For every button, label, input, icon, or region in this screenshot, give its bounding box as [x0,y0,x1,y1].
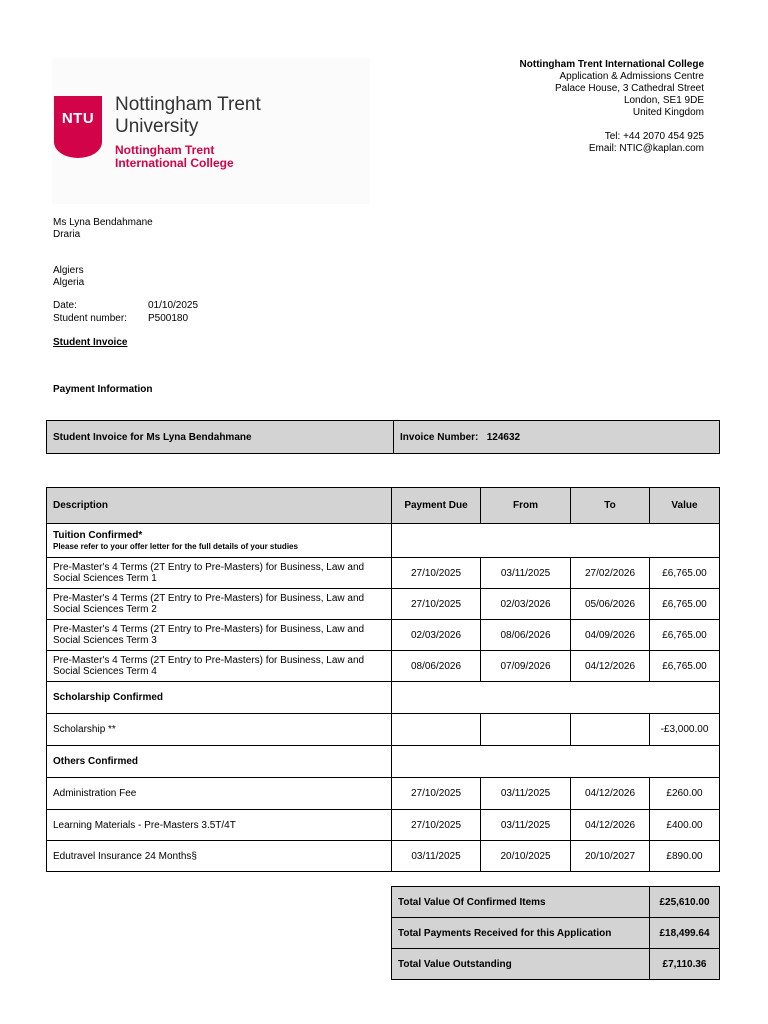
total-received-label: Total Payments Received for this Application [392,918,650,949]
section-tuition [47,524,392,558]
date-label: Date: [53,300,77,311]
col-description: Description [47,488,392,524]
row-from: 03/11/2025 [481,558,571,589]
row-to: 04/12/2026 [571,651,650,682]
section-spacer [392,524,720,558]
total-received-value: £18,499.64 [650,918,720,949]
sender-tel: Tel: +44 2070 454 925 [604,131,704,142]
row-due: 08/06/2026 [392,651,481,682]
row-from: 07/09/2026 [481,651,571,682]
col-value: Value [650,488,720,524]
sender-address [520,59,704,155]
sender-line: United Kingdom [632,107,704,118]
row-desc: Administration Fee [47,778,392,810]
table-row [47,651,720,682]
payment-heading: Payment Information [53,384,153,395]
col-from: From [481,488,571,524]
row-to: 04/12/2026 [571,810,650,841]
row-value: £890.00 [650,841,720,872]
student-number-value: P500180 [148,313,189,324]
row-value: £6,765.00 [650,589,720,620]
total-outstanding-value: £7,110.36 [650,949,720,980]
table-row [47,714,720,746]
recipient-country: Algeria [53,277,85,288]
row-desc: Learning Materials - Pre-Masters 3.5T/4T [47,810,392,841]
row-to: 20/10/2027 [571,841,650,872]
row-from: 08/06/2026 [481,620,571,651]
logo-sub2: International College [115,156,234,170]
logo-sub1: Nottingham Trent [115,143,215,157]
tuition-note: Please refer to your offer letter for the full details of your studies [53,541,298,551]
invoice-header-table [46,420,720,454]
section-spacer [392,746,720,778]
col-to: To [571,488,650,524]
row-due [392,714,481,746]
row-due: 02/03/2026 [392,620,481,651]
col-payment-due: Payment Due [392,488,481,524]
row-value: £6,765.00 [650,620,720,651]
total-confirmed-value: £25,610.00 [650,887,720,918]
table-row [47,778,720,810]
row-from: 20/10/2025 [481,841,571,872]
row-desc: Scholarship ** [47,714,392,746]
row-value: £6,765.00 [650,558,720,589]
invoice-number-value: 124632 [486,431,521,443]
row-due: 27/10/2025 [392,810,481,841]
table-row [47,810,720,841]
row-due: 27/10/2025 [392,558,481,589]
invoice-number-label: Invoice Number: [400,431,479,443]
row-from: 03/11/2025 [481,810,571,841]
recipient-location [53,265,84,289]
row-to [571,714,650,746]
row-due: 27/10/2025 [392,778,481,810]
invoice-table [46,487,720,872]
row-value: £260.00 [650,778,720,810]
logo [52,58,370,204]
date-value: 01/10/2025 [148,300,199,311]
logo-line2: University [115,116,199,137]
invoice-for: Student Invoice for Ms Lyna Bendahmane [47,421,394,454]
ntu-shield-icon [54,96,102,158]
row-due: 03/11/2025 [392,841,481,872]
row-desc: Edutravel Insurance 24 Months§ [47,841,392,872]
row-from: 03/11/2025 [481,778,571,810]
row-due: 27/10/2025 [392,589,481,620]
tuition-title: Tuition Confirmed* [53,529,143,541]
table-row [47,558,720,589]
recipient-city: Algiers [53,265,84,276]
sender-line: Palace House, 3 Cathedral Street [555,83,704,94]
recipient-name: Ms Lyna Bendahmane [53,217,153,228]
row-value: £6,765.00 [650,651,720,682]
sender-line: Application & Admissions Centre [559,71,704,82]
logo-line1: Nottingham Trent [115,94,261,115]
table-row [47,620,720,651]
student-number-label: Student number: [53,313,127,324]
row-from: 02/03/2026 [481,589,571,620]
table-row [47,841,720,872]
row-desc: Pre-Master's 4 Terms (2T Entry to Pre-Masters) for Business, Law and Social Sciences Term 3 [47,620,392,651]
sender-email: Email: NTIC@kaplan.com [588,143,704,154]
recipient-block [53,217,153,241]
row-to: 27/02/2026 [571,558,650,589]
section-scholarship: Scholarship Confirmed [47,682,392,714]
total-outstanding-label: Total Value Outstanding [392,949,650,980]
row-from [481,714,571,746]
row-desc: Pre-Master's 4 Terms (2T Entry to Pre-Masters) for Business, Law and Social Sciences Term 2 [47,589,392,620]
row-desc: Pre-Master's 4 Terms (2T Entry to Pre-Masters) for Business, Law and Social Sciences Term 4 [47,651,392,682]
section-others: Others Confirmed [47,746,392,778]
row-to: 05/06/2026 [571,589,650,620]
row-value: £400.00 [650,810,720,841]
totals-table [391,886,720,980]
invoice-heading: Student Invoice [53,337,128,348]
row-to: 04/12/2026 [571,778,650,810]
invoice-number-cell [394,421,720,454]
section-spacer [392,682,720,714]
row-desc: Pre-Master's 4 Terms (2T Entry to Pre-Masters) for Business, Law and Social Sciences Term 1 [47,558,392,589]
row-to: 04/09/2026 [571,620,650,651]
recipient-line2: Draria [53,229,81,240]
sender-name: Nottingham Trent International College [519,59,704,70]
logo-badge: NTU [61,110,95,127]
sender-line: London, SE1 9DE [623,95,704,106]
total-confirmed-label: Total Value Of Confirmed Items [392,887,650,918]
table-row [47,589,720,620]
row-value: -£3,000.00 [650,714,720,746]
